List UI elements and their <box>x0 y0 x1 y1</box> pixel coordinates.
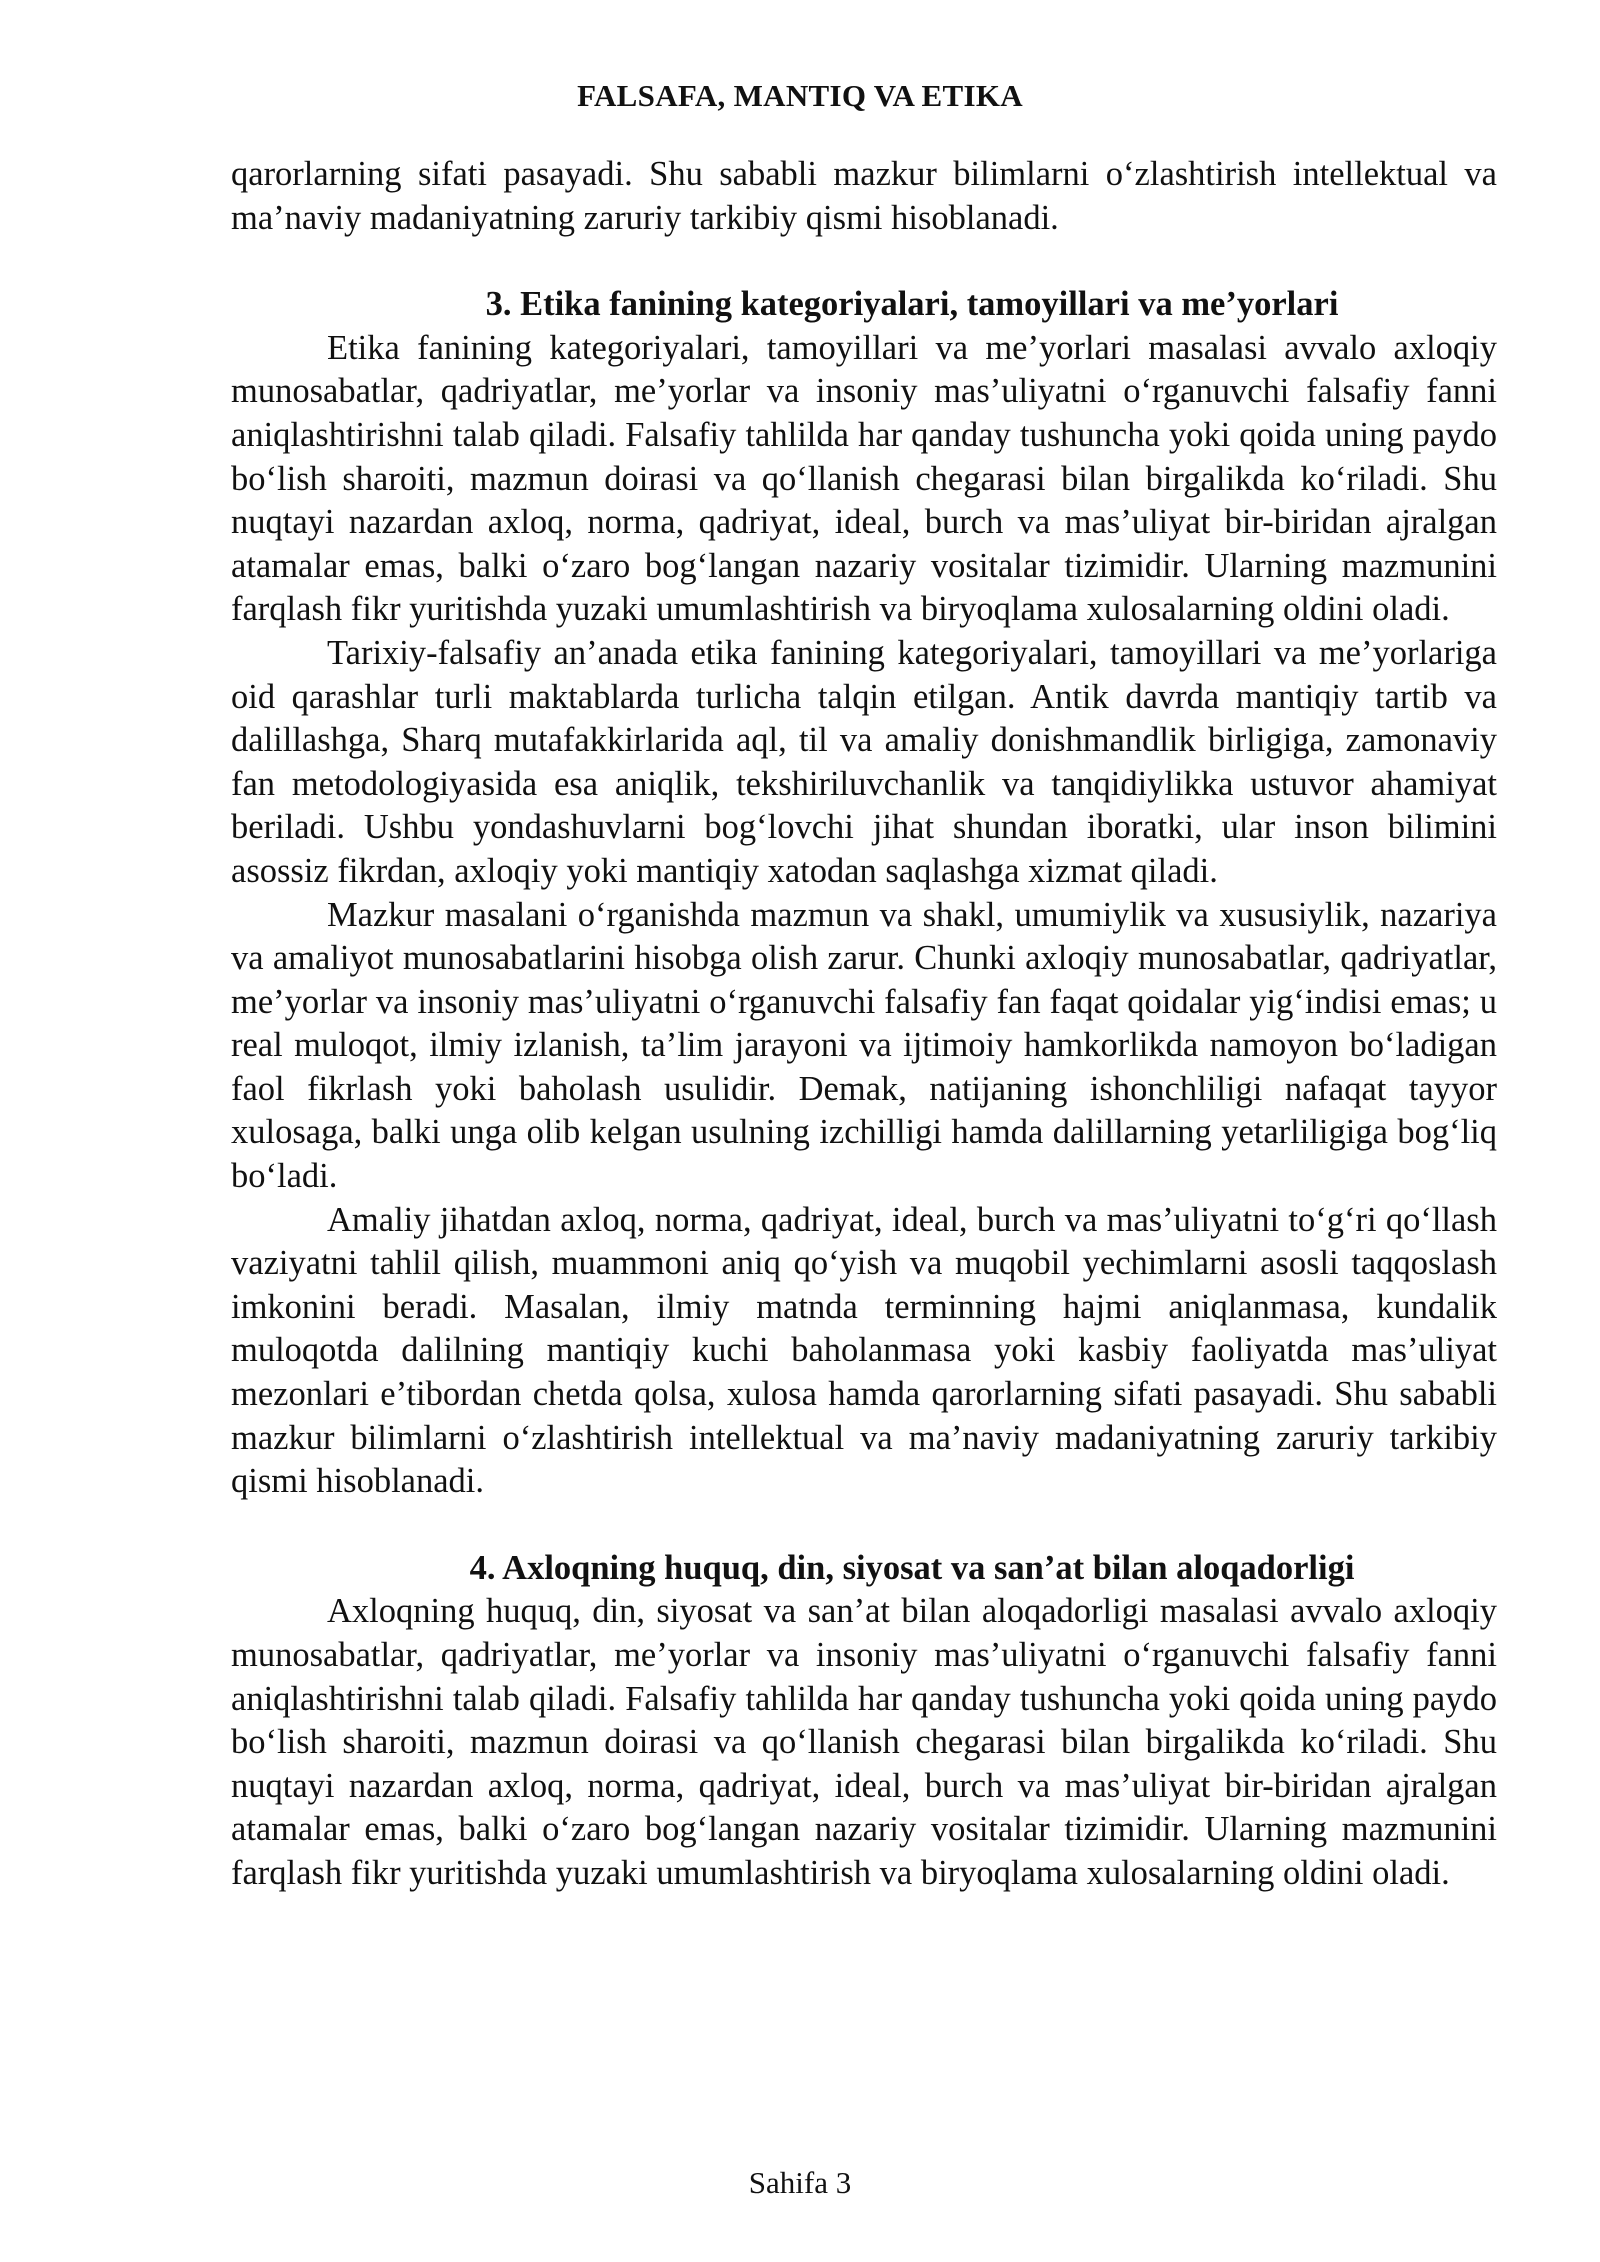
continuation-paragraph: qarorlarning sifati pasayadi. Shu sababli mazkur bilimlarni o‘zlashtirish intellektual va ma’naviy madaniyatning zaruriy tarkibiy qismi hisoblanadi. <box>231 155 1497 237</box>
section-3-paragraph-4: Amaliy jihatdan axloq, norma, qadriyat, ideal, burch va mas’uliyatni to‘g‘ri qo‘llash vaziyatni tahlil qilish, muammoni aniq qo‘yish va muqobil yechimlarni asosli taqqoslash imkonini beradi. Masalan, ilmiy matnda terminning hajmi aniqlanmasa, kundalik muloqotda dalilning mantiqiy kuchi baholanmasa yoki kasbiy faoliyatda mas’uliyat mezonlari e’tibordan chetda qolsa, xulosa hamda qarorlarning sifati pasayadi. Shu sababli mazkur bilimlarni o‘zlashtirish intellektual va ma’naviy madaniyatning zaruriy tarkibiy qismi hisoblanadi. <box>231 1200 1497 1501</box>
page-body <box>231 153 1497 1896</box>
section-3-heading: 3. Etika fanining kategoriyalari, tamoyillari va me’yorlari <box>485 285 1339 324</box>
section-3-paragraph-3: Mazkur masalani o‘rganishda mazmun va shakl, umumiylik va xususiylik, nazariya va amaliyot munosabatlarini hisobga olish zarur. Chunki axloqiy munosabatlar, qadriyatlar, me’yorlar va insoniy mas’uliyatni o‘rganuvchi falsafiy fan faqat qoidalar yig‘indisi emas; u real muloqot, ilmiy izlanish, ta’lim jarayoni va ijtimoiy hamkorlikda namoyon bo‘ladigan faol fikrlash yoki baholash usulidir. Demak, natijaning ishonchliligi nafaqat tayyor xulosaga, balki unga olib kelgan usulning izchilligi hamda dalillarning yetarliligiga bog‘liq bo‘ladi. <box>231 895 1497 1196</box>
section-3-paragraph-2: Tarixiy-falsafiy an’anada etika fanining kategoriyalari, tamoyillari va me’yorlariga oid qarashlar turli maktablarda turlicha talqin etilgan. Antik davrda mantiqiy tartib va dalillashga, Sharq mutafakkirlarida aql, til va amaliy donishmandlik birligiga, zamonaviy fan metodologiyasida esa aniqlik, tekshiriluvchanlik va tanqidiylikka ustuvor ahamiyat beriladi. Ushbu yondashuvlarni bog‘lovchi jihat shundan iboratki, ular inson bilimini asossiz fikrdan, axloqiy yoki mantiqiy xatodan saqlashga xizmat qiladi. <box>231 633 1497 890</box>
page-number: Sahifa 3 <box>748 2165 852 2200</box>
section-4-paragraph-1: Axloqning huquq, din, siyosat va san’at bilan aloqadorligi masalasi avvalo axloqiy munosabatlar, qadriyatlar, me’yorlar va insoniy mas’uliyatni o‘rganuvchi falsafiy fanni aniqlashtirishni talab qiladi. Falsafiy tahlilda har qanday tushuncha yoki qoida uning paydo bo‘lish sharoiti, mazmun doirasi va qo‘llanish chegarasi bilan birgalikda ko‘riladi. Shu nuqtayi nazardan axloq, norma, qadriyat, ideal, burch va mas’uliyat bir-biridan ajralgan atamalar emas, balki o‘zaro bog‘langan nazariy vositalar tizimidir. Ularning mazmunini farqlash fikr yuritishda yuzaki umumlashtirish va biryoqlama xulosalarning oldini oladi. <box>231 1592 1497 1892</box>
running-header: FALSAFA, MANTIQ VA ETIKA <box>577 78 1023 113</box>
section-3-paragraph-1: Etika fanining kategoriyalari, tamoyillari va me’yorlari masalasi avvalo axloqiy munosabatlar, qadriyatlar, me’yorlar va insoniy mas’uliyatni o‘rganuvchi falsafiy fanni aniqlashtirishni talab qiladi. Falsafiy tahlilda har qanday tushuncha yoki qoida uning paydo bo‘lish sharoiti, mazmun doirasi va qo‘llanish chegarasi bilan birgalikda ko‘riladi. Shu nuqtayi nazardan axloq, norma, qadriyat, ideal, burch va mas’uliyat bir-biridan ajralgan atamalar emas, balki o‘zaro bog‘langan nazariy vositalar tizimidir. Ularning mazmunini farqlash fikr yuritishda yuzaki umumlashtirish va biryoqlama xulosalarning oldini oladi. <box>231 328 1497 629</box>
section-4-heading: 4. Axloqning huquq, din, siyosat va san’at bilan aloqadorligi <box>469 1548 1355 1587</box>
